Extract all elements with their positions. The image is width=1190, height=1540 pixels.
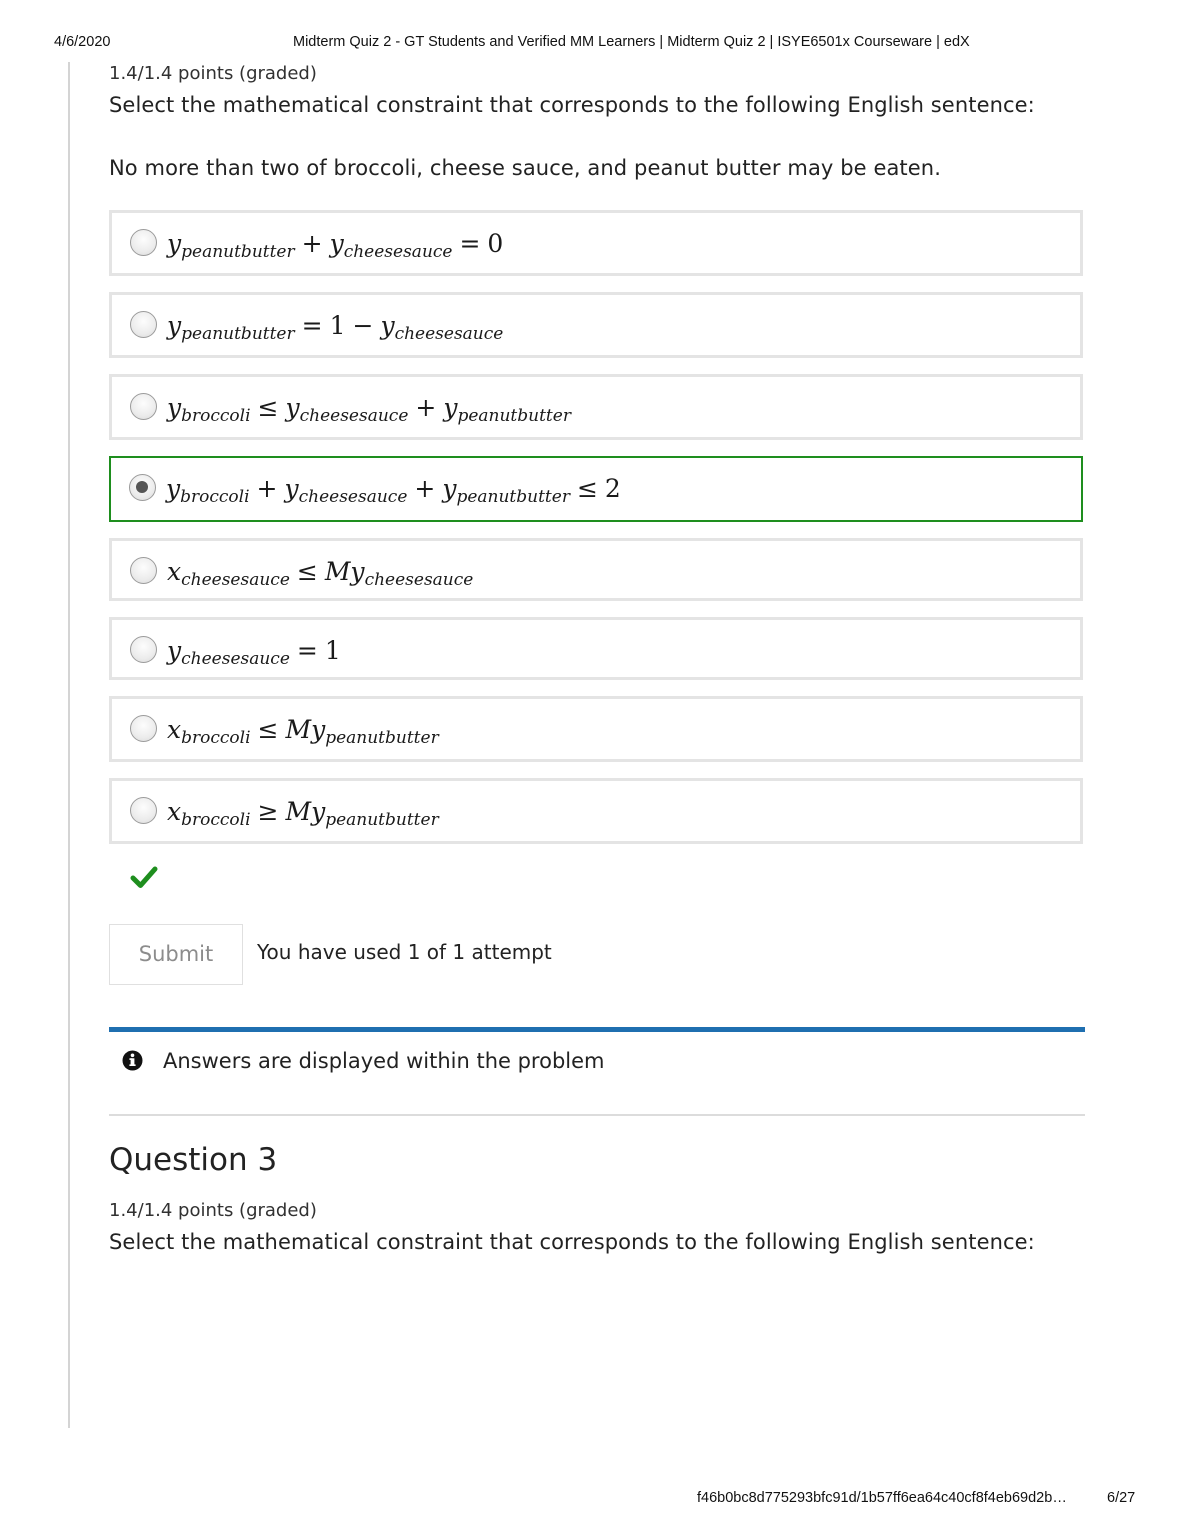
print-url: f46b0bc8d775293bfc91d/1b57ff6ea64c40cf8f4eb69d2b… [697, 1490, 1067, 1506]
choice-formula: $y_{peanutbutter} = 1 - y_{cheesesauce}$ [167, 311, 504, 344]
radio-button[interactable] [130, 557, 157, 584]
choice-option-2[interactable] [109, 292, 1083, 358]
question-3-points: 1.4/1.4 points (graded) [109, 1200, 317, 1221]
notice-divider [109, 1027, 1085, 1032]
choice-option-5[interactable] [109, 538, 1083, 601]
question-2 [109, 60, 1085, 860]
problem-points: 1.4/1.4 points (graded) [109, 63, 317, 84]
question-3-title: Question 3 [109, 1142, 278, 1178]
choice-formula: $x_{broccoli} \ge My_{peanutbutter}$ [167, 797, 439, 830]
choice-option-4[interactable] [109, 456, 1083, 522]
radio-button[interactable] [130, 715, 157, 742]
choice-option-8[interactable] [109, 778, 1083, 844]
choice-option-7[interactable] [109, 696, 1083, 762]
choice-list [109, 210, 1085, 844]
choice-formula: $y_{broccoli} + y_{cheesesauce} + y_{peanutbutter} \le 2$ [166, 474, 621, 507]
radio-button[interactable] [130, 797, 157, 824]
problem-prompt: Select the mathematical constraint that corresponds to the following English sentence: [109, 93, 1035, 117]
choice-option-3[interactable] [109, 374, 1083, 440]
choice-option-6[interactable] [109, 617, 1083, 680]
choice-formula: $y_{cheesesauce} = 1$ [167, 636, 341, 669]
radio-button[interactable] [130, 311, 157, 338]
notice-text: Answers are displayed within the problem [163, 1049, 605, 1073]
radio-button[interactable] [130, 393, 157, 420]
answer-notice [122, 1046, 605, 1076]
choice-formula: $x_{broccoli} \le My_{peanutbutter}$ [167, 715, 439, 748]
check-icon [130, 862, 158, 892]
print-page-title: Midterm Quiz 2 - GT Students and Verified MM Learners | Midterm Quiz 2 | ISYE6501x Courseware | edX [293, 34, 970, 50]
print-page-number: 6/27 [1107, 1490, 1136, 1506]
radio-button[interactable] [130, 229, 157, 256]
print-header [0, 34, 1190, 54]
attempts-status: You have used 1 of 1 attempt [257, 940, 552, 964]
info-icon [122, 1050, 143, 1071]
section-divider [109, 1114, 1085, 1116]
print-footer [0, 1490, 1190, 1510]
radio-button-selected[interactable] [129, 474, 156, 501]
print-date: 4/6/2020 [54, 34, 111, 50]
problem-sentence: No more than two of broccoli, cheese sauce, and peanut butter may be eaten. [109, 156, 941, 180]
submit-button[interactable]: Submit [109, 924, 243, 985]
left-border [68, 62, 70, 1428]
radio-button[interactable] [130, 636, 157, 663]
choice-formula: $x_{cheesesauce} \le My_{cheesesauce}$ [167, 557, 474, 590]
choice-option-1[interactable] [109, 210, 1083, 276]
choice-formula: $y_{broccoli} \le y_{cheesesauce} + y_{peanutbutter}$ [167, 393, 571, 426]
choice-formula: $y_{peanutbutter} + y_{cheesesauce} = 0$ [167, 229, 504, 262]
question-3-prompt: Select the mathematical constraint that corresponds to the following English sentence: [109, 1230, 1035, 1254]
